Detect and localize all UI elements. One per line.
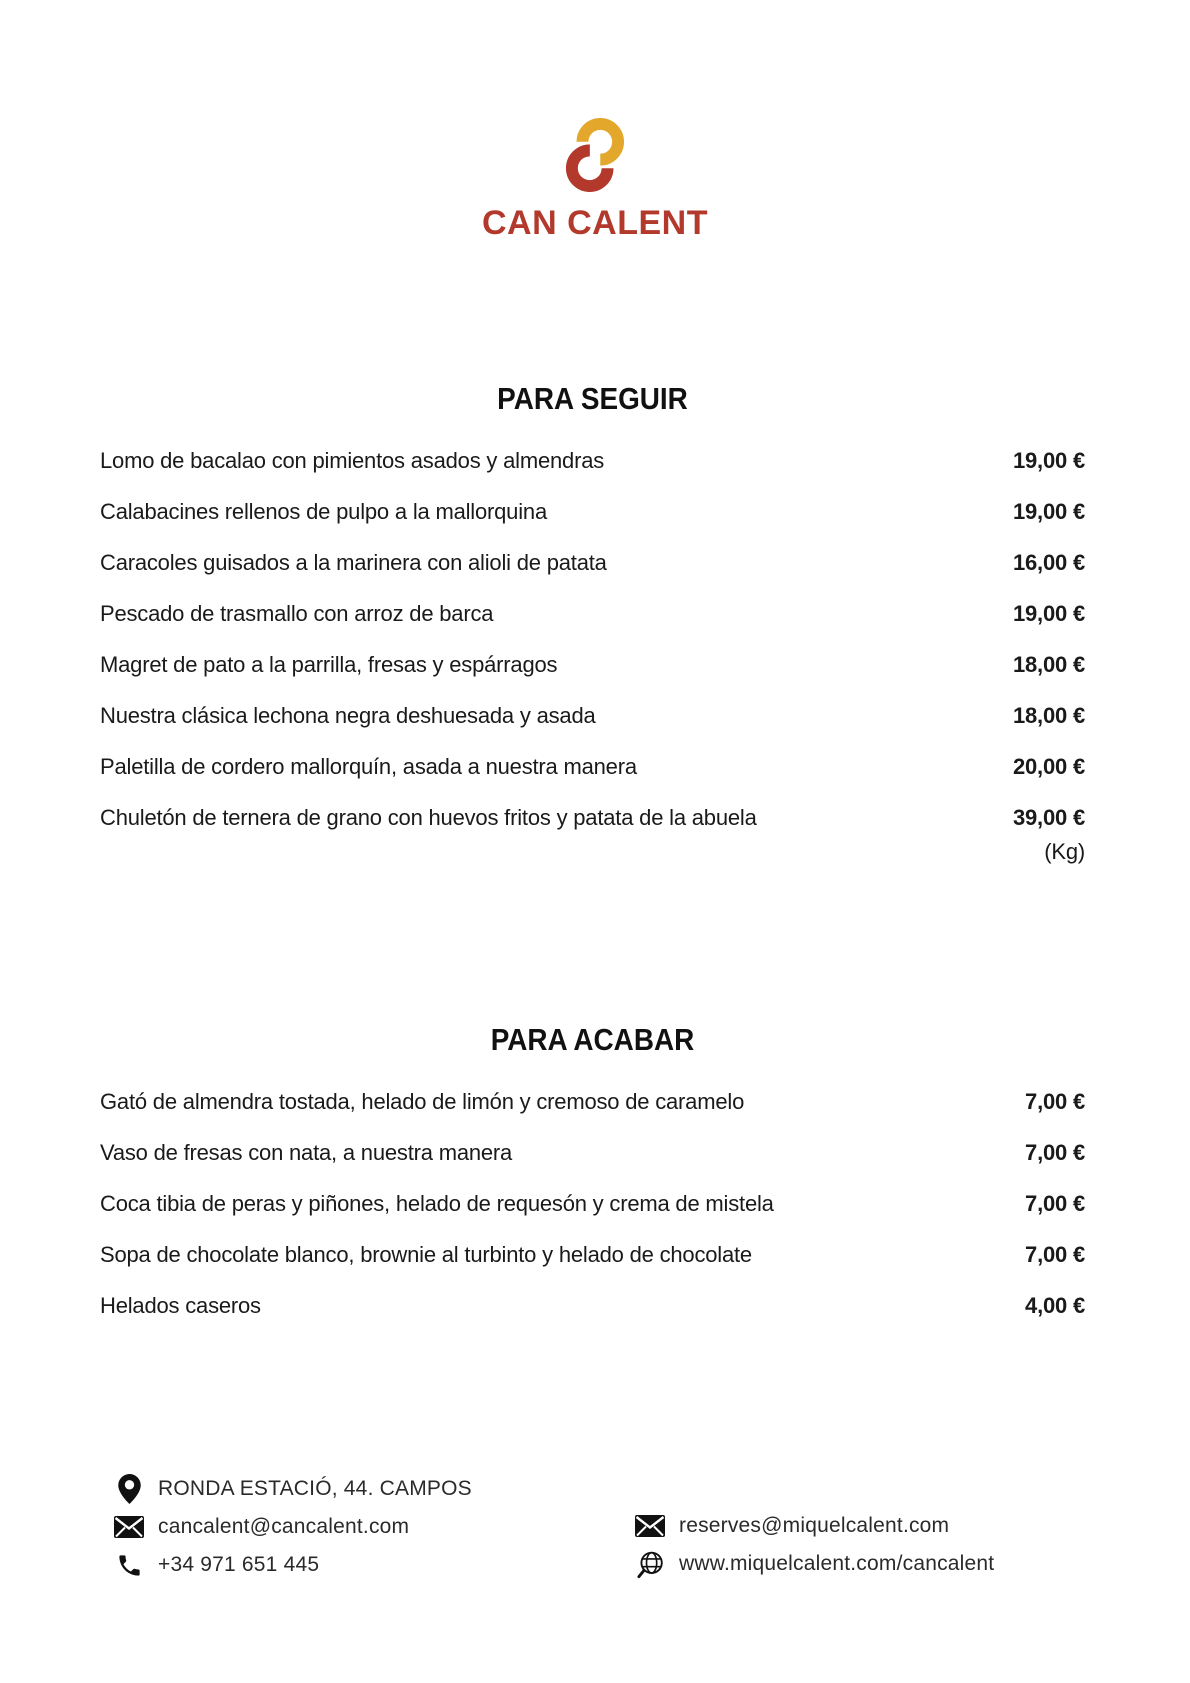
menu-item-row: [100, 499, 1085, 525]
menu-item-price-block: [1025, 1140, 1085, 1166]
menu-item-row: [100, 550, 1085, 576]
menu-item-row: [100, 754, 1085, 780]
menu-item-list: [100, 1089, 1085, 1319]
menu-item-name: Lomo de bacalao con pimientos asados y almendras: [100, 448, 605, 473]
menu-item-row: [100, 1089, 1085, 1115]
menu-item-name: Vaso de fresas con nata, a nuestra manera: [100, 1140, 513, 1165]
menu-item-row: [100, 1293, 1085, 1319]
menu-item-price: 39,00 €: [1012, 805, 1085, 830]
menu-item-price-block: [1025, 1191, 1085, 1217]
menu-item-name: Gató de almendra tostada, helado de limón y cremoso de caramelo: [100, 1089, 745, 1114]
section-title: PARA SEGUIR: [497, 381, 688, 416]
menu-item-row: [100, 703, 1085, 729]
menu-item-name: Nuestra clásica lechona negra deshuesada y asada: [100, 703, 596, 728]
menu-item-price-block: [1013, 448, 1085, 474]
footer-contact-row: [633, 1511, 994, 1541]
footer-contact-text: www.miquelcalent.com/cancalent: [679, 1552, 995, 1575]
footer-contact-left: [112, 1474, 472, 1588]
section-para-seguir: [100, 381, 1085, 890]
restaurant-logo: [0, 112, 1190, 243]
menu-item-price: 7,00 €: [1025, 1140, 1085, 1165]
menu-item-price-block: [1025, 1089, 1085, 1115]
menu-item-price: 18,00 €: [1012, 652, 1085, 677]
menu-item-price: 18,00 €: [1012, 703, 1085, 728]
menu-item-name: Pescado de trasmallo con arroz de barca: [100, 601, 494, 626]
brand-name: CAN CALENT: [482, 204, 708, 242]
menu-item-row: [100, 1140, 1085, 1166]
location-pin-icon: [112, 1474, 146, 1504]
menu-item-row: [100, 1242, 1085, 1268]
footer-contact-row: [633, 1549, 994, 1579]
menu-item-name: Magret de pato a la parrilla, fresas y espárragos: [100, 652, 558, 677]
footer-contact-text: cancalent@cancalent.com: [158, 1515, 410, 1538]
menu-item-price-block: [1013, 499, 1085, 525]
footer-contact-row: [112, 1550, 472, 1580]
menu-item-price-block: [1013, 550, 1085, 576]
menu-item-name: Paletilla de cordero mallorquín, asada a nuestra manera: [100, 754, 637, 779]
phone-icon: [112, 1552, 146, 1579]
envelope-icon: [112, 1516, 146, 1538]
menu-item-unit-note: (Kg): [1044, 839, 1085, 864]
menu-item-row: [100, 448, 1085, 474]
footer-contact-text: +34 971 651 445: [158, 1553, 320, 1576]
menu-item-list: [100, 448, 1085, 865]
footer-contact-text: reserves@miquelcalent.com: [679, 1514, 950, 1537]
section-para-acabar: [100, 1022, 1085, 1344]
footer-contact-text: RONDA ESTACIÓ, 44. CAMPOS: [158, 1477, 472, 1500]
section-title: PARA ACABAR: [490, 1022, 695, 1057]
menu-item-row: [100, 601, 1085, 627]
menu-item-name: Sopa de chocolate blanco, brownie al turbinto y helado de chocolate: [100, 1242, 752, 1267]
globe-search-icon: [633, 1549, 667, 1580]
menu-item-name: Coca tibia de peras y piñones, helado de requesón y crema de mistela: [100, 1191, 774, 1216]
footer-contact-row: [112, 1512, 472, 1542]
menu-item-price: 7,00 €: [1025, 1242, 1085, 1267]
menu-item-price-block: [1013, 703, 1085, 729]
menu-item-name: Caracoles guisados a la marinera con alioli de patata: [100, 550, 607, 575]
menu-item-price: 7,00 €: [1025, 1089, 1085, 1114]
footer-contact-right: [633, 1511, 994, 1587]
menu-item-name: Chuletón de ternera de grano con huevos fritos y patata de la abuela: [100, 805, 757, 830]
footer-contact-row: [112, 1474, 472, 1504]
menu-item-price-block: [1025, 1242, 1085, 1268]
envelope-icon: [633, 1515, 667, 1537]
menu-item-price-block: [1025, 1293, 1085, 1319]
menu-item-price: 19,00 €: [1012, 448, 1085, 473]
menu-item-price-block: [1013, 652, 1085, 678]
menu-item-price-block: [1013, 754, 1085, 780]
menu-item-price: 20,00 €: [1012, 754, 1085, 779]
logo-mark-icon: [562, 112, 628, 198]
menu-item-price-block: [1013, 805, 1085, 865]
menu-item-price: 16,00 €: [1012, 550, 1085, 575]
menu-item-name: Helados caseros: [100, 1293, 261, 1318]
menu-item-price: 19,00 €: [1012, 499, 1085, 524]
menu-item-price: 19,00 €: [1012, 601, 1085, 626]
menu-item-row: [100, 652, 1085, 678]
menu-item-price: 7,00 €: [1025, 1191, 1085, 1216]
menu-item-price: 4,00 €: [1025, 1293, 1085, 1318]
menu-item-name: Calabacines rellenos de pulpo a la mallorquina: [100, 499, 547, 524]
menu-item-row: [100, 805, 1085, 865]
menu-item-price-block: [1013, 601, 1085, 627]
menu-item-row: [100, 1191, 1085, 1217]
